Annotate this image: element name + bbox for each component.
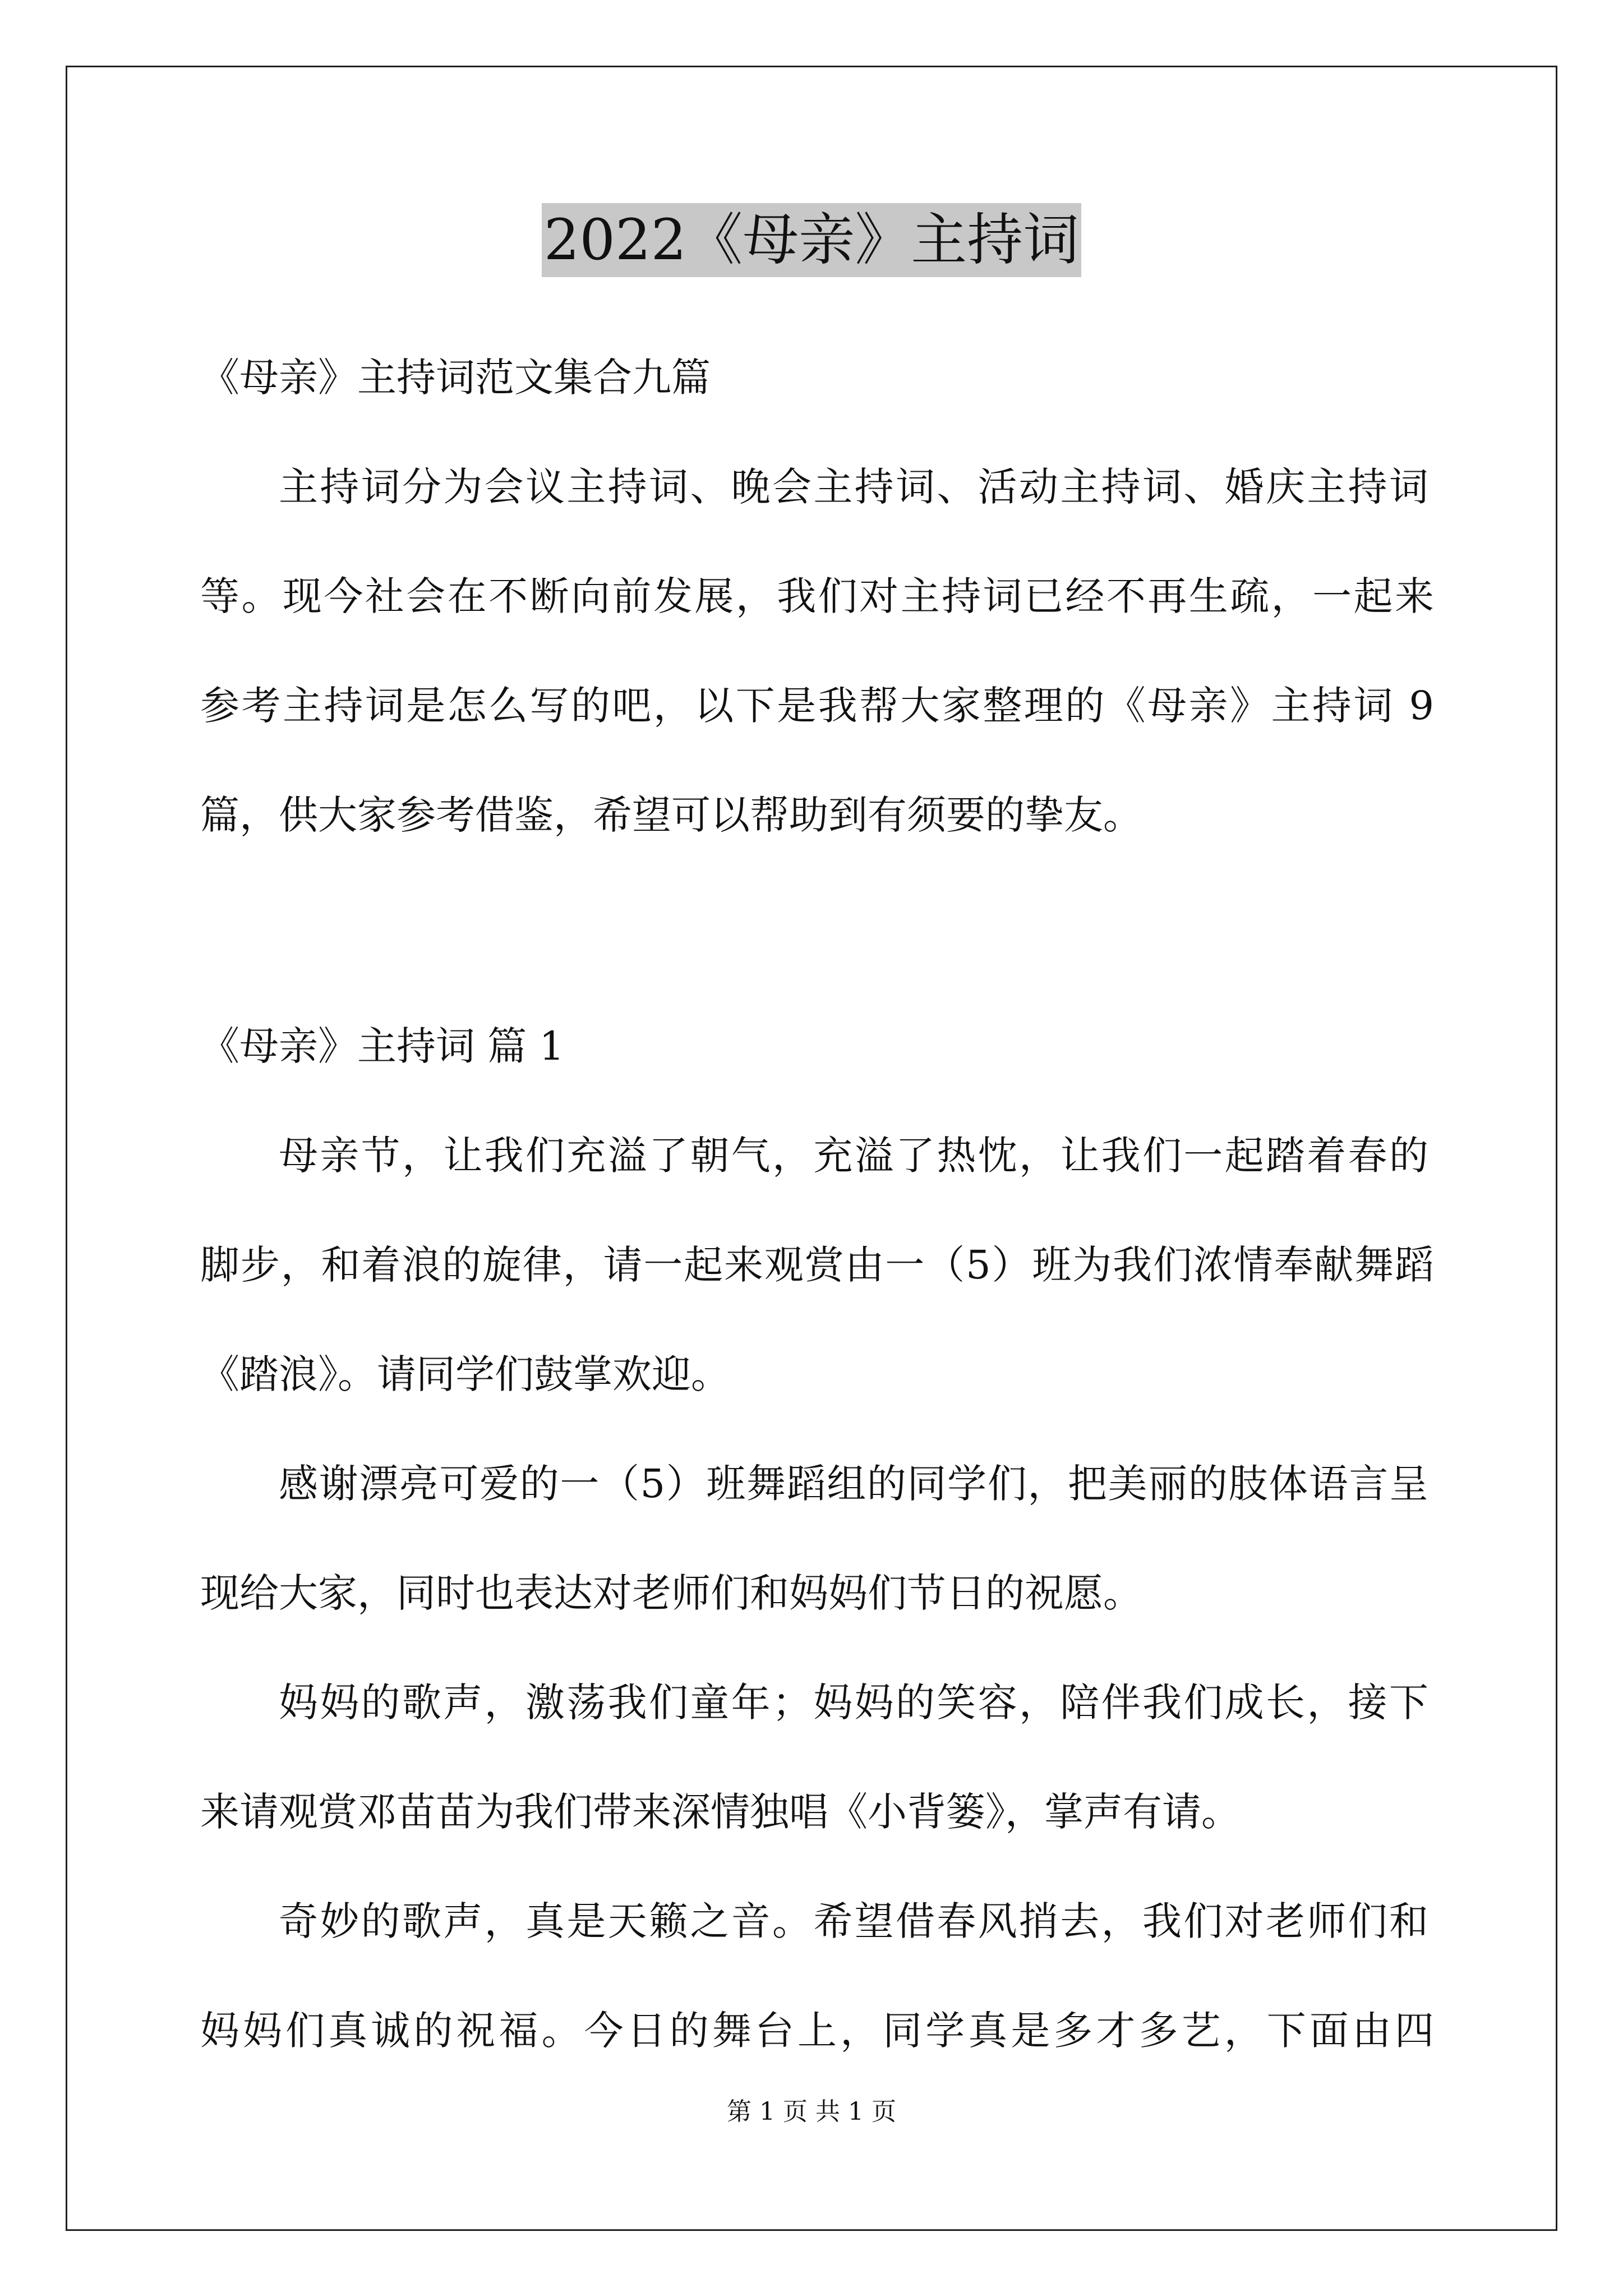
body-line-7: 来请观赏邓苗苗为我们带来深情独唱《小背篓》，掌声有请。 xyxy=(200,1789,1241,1835)
body-line-9: 妈妈们真诚的祝福。今日的舞台上，同学真是多才多艺，下面由四 xyxy=(200,2008,1434,2054)
body-line-5: 现给大家，同时也表达对老师们和妈妈们节日的祝愿。 xyxy=(200,1570,1142,1616)
body-line-6: 妈妈的歌声，激荡我们童年；妈妈的笑容，陪伴我们成长，接下 xyxy=(279,1680,1428,1726)
intro-line-2: 等。现今社会在不断向前发展，我们对主持词已经不再生疏，一起来 xyxy=(200,573,1434,619)
intro-line-3: 参考主持词是怎么写的吧，以下是我帮大家整理的《母亲》主持词 9 xyxy=(200,683,1434,729)
page-footer: 第 1 页 共 1 页 xyxy=(727,2097,896,2126)
intro-line-4: 篇，供大家参考借鉴，希望可以帮助到有须要的挚友。 xyxy=(200,792,1142,838)
body-line-2: 脚步，和着浪的旋律，请一起来观赏由一（5）班为我们浓情奉献舞蹈 xyxy=(200,1242,1434,1288)
intro-line-1: 主持词分为会议主持词、晚会主持词、活动主持词、婚庆主持词 xyxy=(279,464,1428,510)
body-line-1: 母亲节，让我们充溢了朝气，充溢了热忱，让我们一起踏着春的 xyxy=(279,1133,1428,1179)
document-subtitle: 《母亲》主持词范文集合九篇 xyxy=(200,355,711,401)
body-line-4: 感谢漂亮可爱的一（5）班舞蹈组的同学们，把美丽的肢体语言呈 xyxy=(279,1461,1428,1507)
body-line-8: 奇妙的歌声，真是天籁之音。希望借春风捎去，我们对老师们和 xyxy=(279,1898,1428,1944)
title-container xyxy=(0,203,1623,277)
section-heading: 《母亲》主持词 篇 1 xyxy=(200,1023,565,1069)
body-line-3: 《踏浪》。请同学们鼓掌欢迎。 xyxy=(200,1351,730,1397)
document-title: 2022《母亲》主持词 xyxy=(542,203,1082,277)
